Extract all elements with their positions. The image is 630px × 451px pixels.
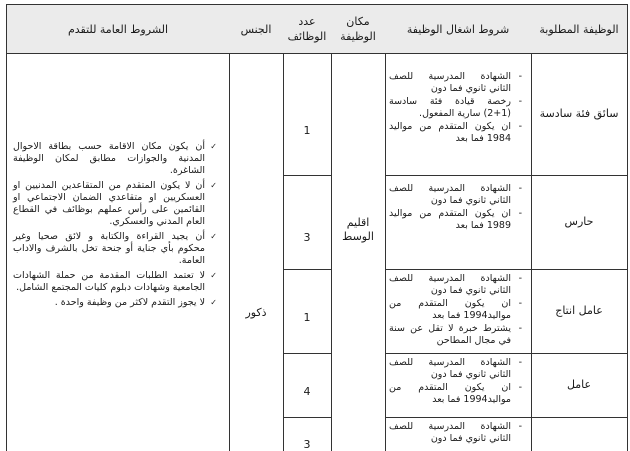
requirements-cell xyxy=(389,421,525,451)
job-count: 1 xyxy=(303,310,311,324)
requirements-cell xyxy=(389,183,525,233)
header-requirements: شروط اشغال الوظيفة xyxy=(385,5,531,53)
header-count: عدد الوظائف xyxy=(283,5,331,53)
general-condition-item: ✓ لا يجوز التقدم لاكثر من وظيفة واحدة . xyxy=(13,297,205,309)
requirements-list xyxy=(389,71,525,145)
requirements-cell xyxy=(389,357,525,407)
header-location: مكان الوظيفة xyxy=(331,5,385,53)
requirement-item: - الشهادة المدرسية للصف الثاني ثانوي فما دون xyxy=(389,71,511,95)
requirement-item: - الشهادة المدرسية للصف الثاني ثانوي فما دون xyxy=(389,421,511,445)
requirement-item: - الشهادة المدرسية للصف الثاني ثانوي فما دون xyxy=(389,273,511,297)
column-divider xyxy=(385,5,386,451)
header-job: الوظيفة المطلوبة xyxy=(531,5,627,53)
requirements-list xyxy=(389,357,525,406)
header-gender: الجنس xyxy=(229,5,283,53)
job-title: عامل انتاج xyxy=(555,304,603,317)
general-condition-item: ✓ أن يكون مكان الاقامة حسب بطاقة الاحوال المدنية والجوازات مطابق لمكان الوظيفة الشاغرة. xyxy=(13,141,205,177)
jobs-table xyxy=(6,4,628,451)
job-count: 1 xyxy=(303,123,311,137)
requirement-item: - ان يكون المتقدم من مواليد1994 فما بعد xyxy=(389,382,511,406)
requirements-list xyxy=(389,183,525,232)
general-condition-item: ✓ أن لا يكون المتقدم من المتقاعدين المدنيين او العسكريين او متقاعدي الضمان الاجتماعي او القائمين على رأس عملهم بوظائف في القطاع العام المدني والعسكري. xyxy=(13,180,205,228)
job-count: 3 xyxy=(303,437,311,451)
requirements-cell xyxy=(389,273,525,348)
requirement-item: - يشترط خبرة لا تقل عن سنة في مجال المطاحن xyxy=(389,323,511,347)
general-condition-item: ✓ لا تعتمد الطلبات المقدمة من حملة الشهادات الجامعية وشهادات دبلوم كليات المجتمع الشامل. xyxy=(13,270,205,294)
gender-value: ذكور xyxy=(245,306,267,319)
requirement-item: - ان يكون المتقدم من مواليد 1989 فما بعد xyxy=(389,208,511,232)
requirements-list xyxy=(389,421,525,445)
job-title: سائق فئة سادسة xyxy=(539,107,619,120)
requirement-item: - ان يكون المتقدم من مواليد 1984 فما بعد xyxy=(389,121,511,145)
job-title xyxy=(531,417,627,451)
requirement-item: - ان يكون المتقدم من مواليد1994 فما بعد xyxy=(389,298,511,322)
requirements-list xyxy=(389,273,525,347)
requirement-item: - الشهادة المدرسية للصف الثاني ثانوي فما دون xyxy=(389,183,511,207)
job-title: عامل xyxy=(566,378,592,391)
general-conditions xyxy=(13,141,219,312)
job-title: حارس xyxy=(564,215,594,228)
job-location: اقليم الوسط xyxy=(342,216,374,243)
requirement-item: - الشهادة المدرسية للصف الثاني ثانوي فما دون xyxy=(389,357,511,381)
requirement-item: - رخصة قيادة فئة سادسة (1+2) سارية المفعول. xyxy=(389,96,511,120)
general-conditions-list xyxy=(13,141,219,309)
header-general: الشروط العامة للتقدم xyxy=(7,5,229,53)
column-divider xyxy=(229,5,230,451)
requirements-cell xyxy=(389,71,525,146)
general-condition-item: ✓ أن يجيد القراءة والكتابة و لائق صحيا وغير محكوم بأي جناية أو جنحة تخل بالشرف والاداب العامة. xyxy=(13,231,205,267)
job-count: 4 xyxy=(303,384,311,398)
job-count: 3 xyxy=(303,230,311,244)
